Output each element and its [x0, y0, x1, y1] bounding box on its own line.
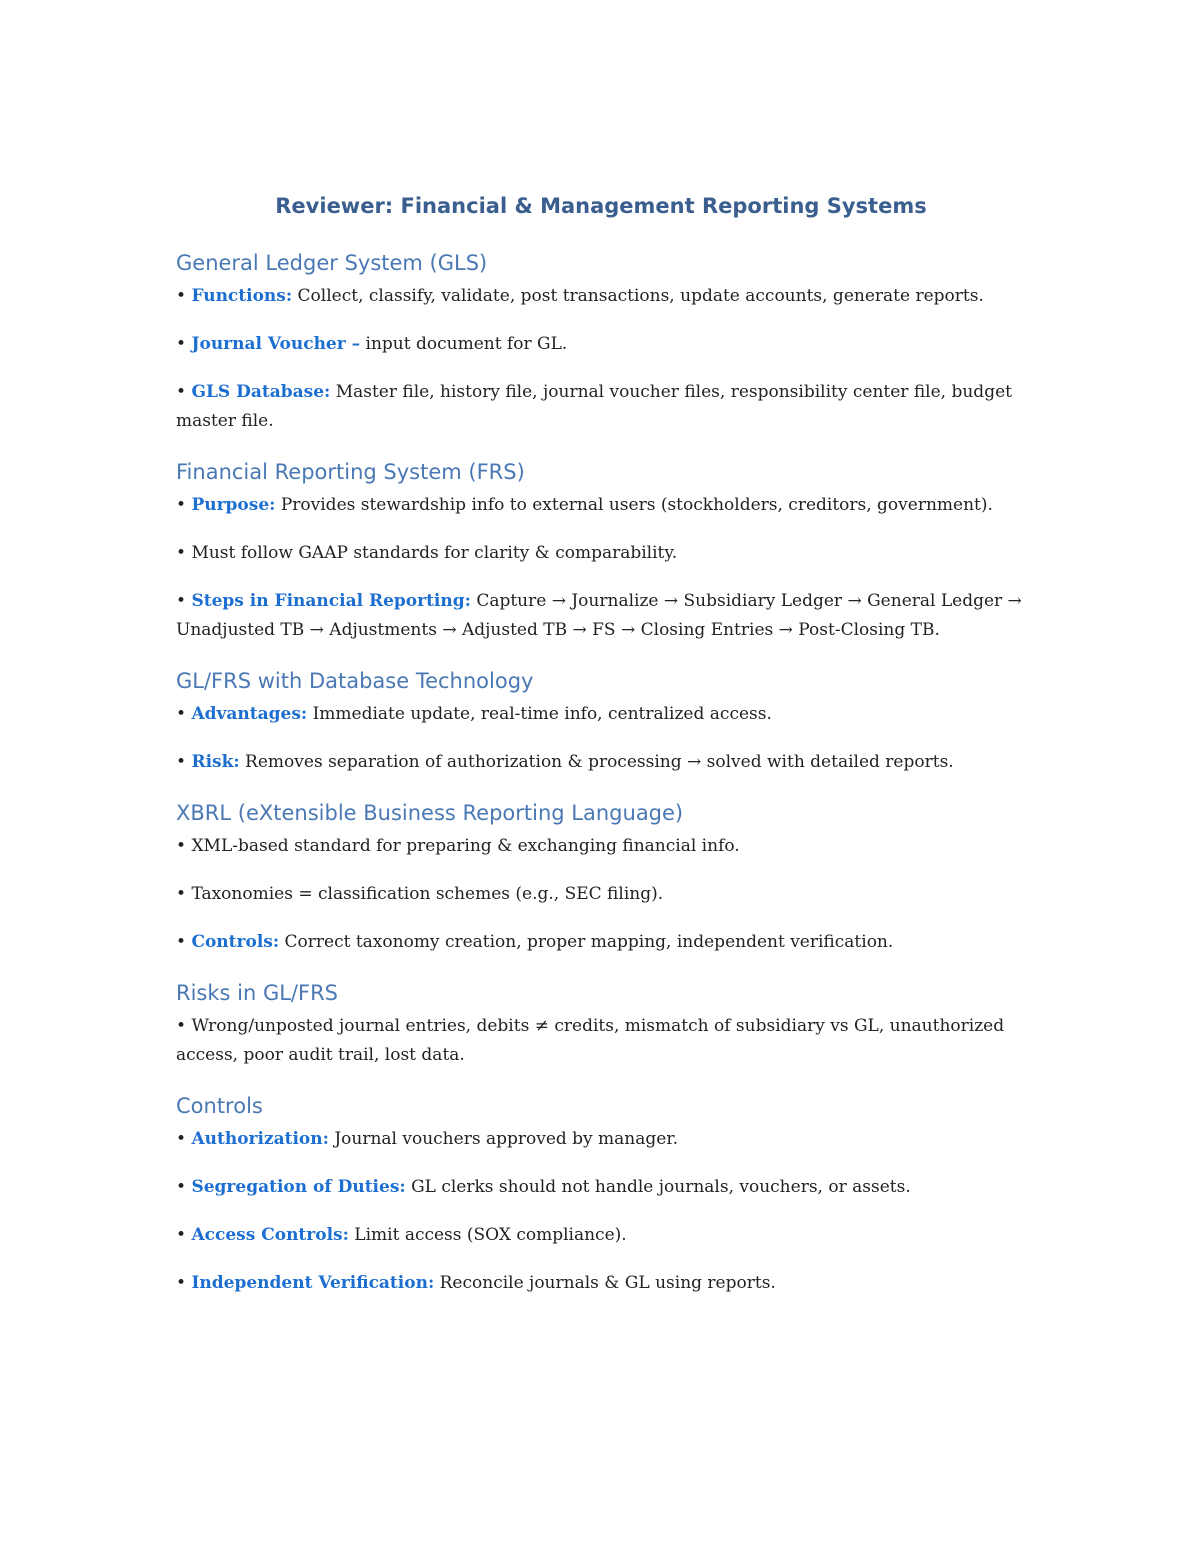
item-text: Collect, classify, validate, post transactions, update accounts, generate reports.	[292, 286, 984, 306]
bullet-icon: •	[176, 752, 187, 772]
section-heading: Financial Reporting System (FRS)	[176, 460, 525, 484]
bullet-icon: •	[176, 1177, 187, 1197]
list-item	[176, 928, 1026, 957]
section-heading: XBRL (eXtensible Business Reporting Language)	[176, 801, 684, 825]
item-term: Purpose:	[191, 495, 276, 515]
page-title: Reviewer: Financial & Management Reporting Systems	[275, 194, 927, 218]
list-item	[176, 330, 1026, 359]
list-item	[176, 832, 1026, 861]
bullet-icon: •	[176, 836, 187, 856]
list-item	[176, 282, 1026, 311]
item-text: input document for GL.	[360, 334, 568, 354]
item-term: Steps in Financial Reporting:	[191, 591, 471, 611]
item-text: Reconcile journals & GL using reports.	[434, 1273, 776, 1293]
section-risks	[176, 976, 1026, 1070]
item-term: Authorization:	[191, 1129, 329, 1149]
list-item	[176, 539, 1026, 568]
section-heading: General Ledger System (GLS)	[176, 251, 488, 275]
section-general-ledger-system	[176, 246, 1026, 436]
list-item	[176, 700, 1026, 729]
bullet-icon: •	[176, 1225, 187, 1245]
item-term: Journal Voucher –	[191, 334, 361, 354]
item-term: Access Controls:	[191, 1225, 349, 1245]
item-text: GL clerks should not handle journals, vouchers, or assets.	[405, 1177, 911, 1197]
item-text: Taxonomies = classification schemes (e.g., SEC filing).	[191, 884, 664, 904]
item-term: Risk:	[191, 752, 240, 772]
item-text: Journal vouchers approved by manager.	[328, 1129, 678, 1149]
item-text: Removes separation of authorization & processing → solved with detailed reports.	[239, 752, 954, 772]
item-text: Immediate update, real-time info, centralized access.	[307, 704, 772, 724]
list-item	[176, 1173, 1026, 1202]
item-text: Capture → Journalize → Subsidiary Ledger → General Ledger → Unadjusted TB → Adjustments → Adjusted TB → FS → Closing Entries → Post-Closing TB.	[176, 591, 1022, 640]
bullet-icon: •	[176, 286, 187, 306]
section-database-technology	[176, 664, 1026, 777]
document-body	[176, 188, 1026, 1317]
section-controls	[176, 1089, 1026, 1298]
section-heading: Risks in GL/FRS	[176, 981, 339, 1005]
list-item	[176, 880, 1026, 909]
bullet-icon: •	[176, 1129, 187, 1149]
item-text: Limit access (SOX compliance).	[348, 1225, 627, 1245]
bullet-icon: •	[176, 932, 187, 952]
list-item	[176, 378, 1026, 436]
bullet-icon: •	[176, 591, 187, 611]
item-text: Correct taxonomy creation, proper mapping, independent verification.	[279, 932, 894, 952]
list-item	[176, 1012, 1026, 1070]
item-term: Segregation of Duties:	[191, 1177, 406, 1197]
item-text: Wrong/unposted journal entries, debits ≠ credits, mismatch of subsidiary vs GL, unauthorized access, poor audit trail, lost data.	[176, 1016, 1005, 1065]
bullet-icon: •	[176, 704, 187, 724]
bullet-icon: •	[176, 884, 187, 904]
item-term: Controls:	[191, 932, 280, 952]
list-item	[176, 1221, 1026, 1250]
list-item	[176, 587, 1026, 645]
section-xbrl	[176, 796, 1026, 957]
item-term: Advantages:	[191, 704, 308, 724]
bullet-icon: •	[176, 1273, 187, 1293]
section-heading: Controls	[176, 1094, 263, 1118]
bullet-icon: •	[176, 334, 187, 354]
item-term: Functions:	[191, 286, 293, 306]
section-heading: GL/FRS with Database Technology	[176, 669, 534, 693]
item-term: Independent Verification:	[191, 1273, 435, 1293]
bullet-icon: •	[176, 382, 187, 402]
list-item	[176, 491, 1026, 520]
item-term: GLS Database:	[191, 382, 331, 402]
list-item	[176, 1125, 1026, 1154]
bullet-icon: •	[176, 495, 187, 515]
item-text: Must follow GAAP standards for clarity & comparability.	[191, 543, 678, 563]
list-item	[176, 748, 1026, 777]
section-financial-reporting-system	[176, 455, 1026, 645]
list-item	[176, 1269, 1026, 1298]
item-text: XML-based standard for preparing & exchanging financial info.	[191, 836, 740, 856]
item-text: Provides stewardship info to external users (stockholders, creditors, government).	[275, 495, 993, 515]
bullet-icon: •	[176, 1016, 187, 1036]
item-text: Master file, history file, journal voucher files, responsibility center file, budget master file.	[176, 382, 1012, 431]
bullet-icon: •	[176, 543, 187, 563]
